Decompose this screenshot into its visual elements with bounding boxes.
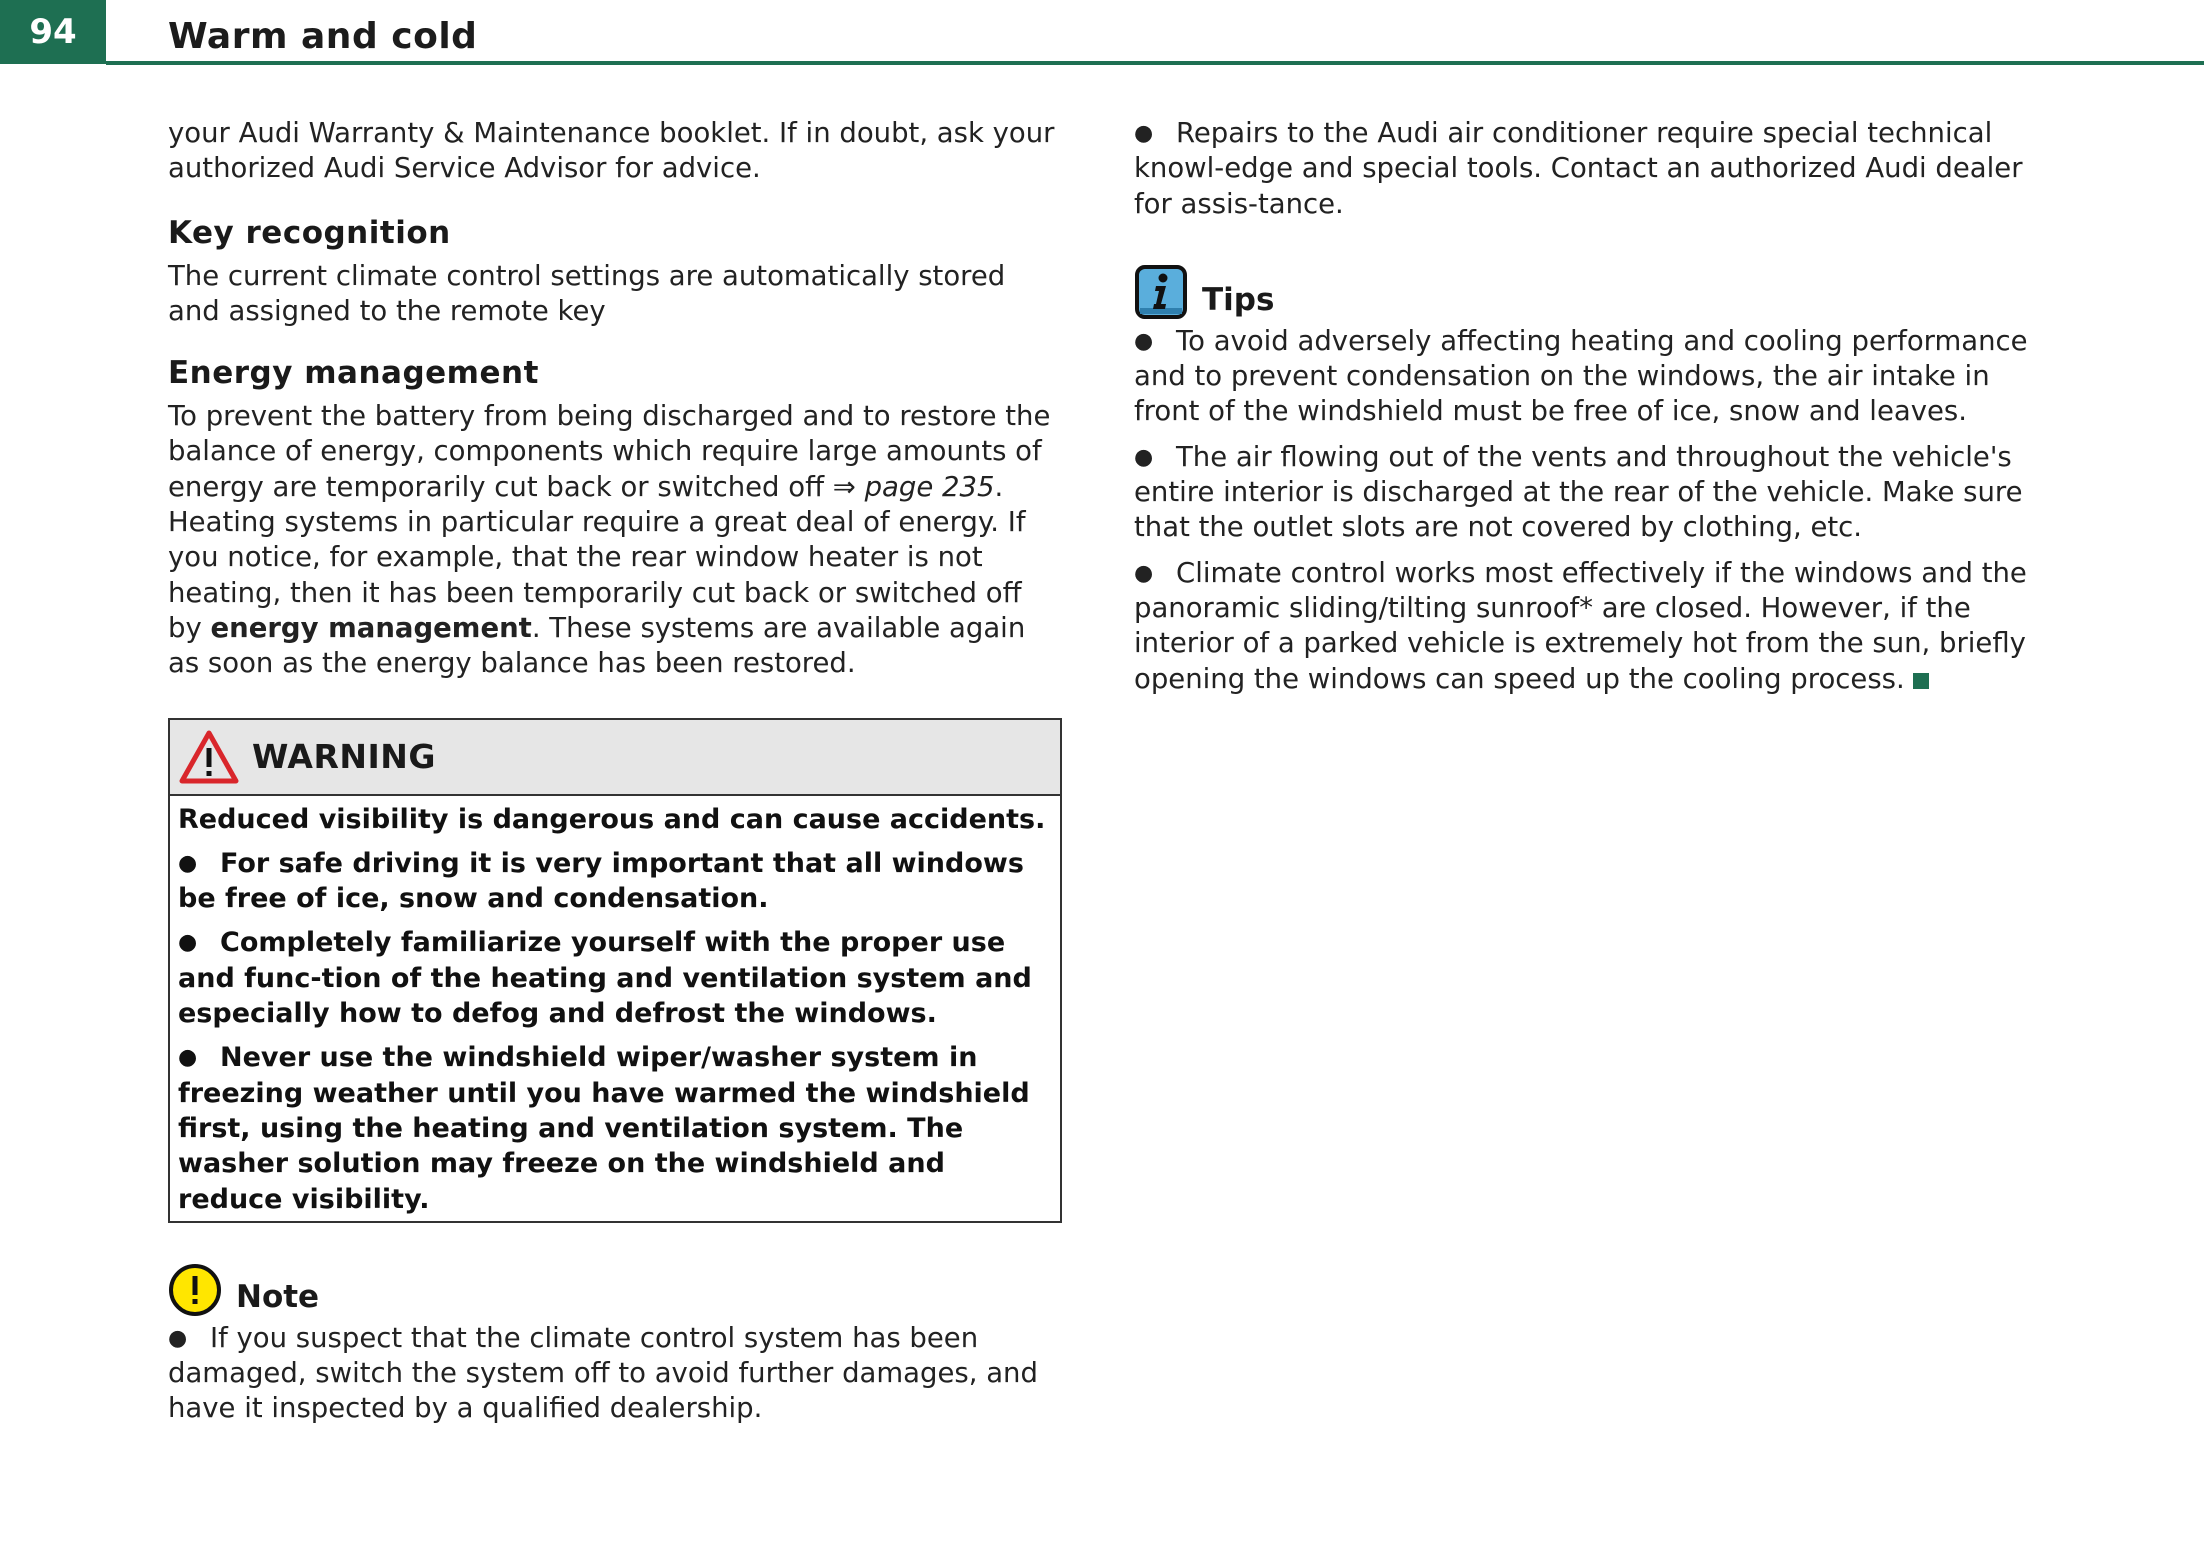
note-exclamation-icon <box>168 1263 222 1317</box>
energy-management-bold: energy management <box>210 611 532 644</box>
note-title: Note <box>236 1278 320 1315</box>
page-reference-link[interactable]: page 235 <box>864 470 995 503</box>
bullet-dot-icon: ● <box>178 850 198 876</box>
continued-bullet: ● Repairs to the Audi air conditioner require special technical knowl-edge and special tools. Contact an authorized Audi dealer for assis-tance. <box>1134 117 2023 220</box>
energy-text-part-b: . Heating systems in particular require a great deal of energy. If you notice, for example, that the rear window heater is not heating, then it has been temporarily cut back or switched off by <box>168 470 1026 644</box>
energy-management-heading: Energy management <box>168 355 539 392</box>
warning-header <box>170 720 1060 796</box>
bullet-dot-icon: ● <box>178 1045 198 1071</box>
header-rule <box>106 61 2204 65</box>
note-body <box>168 1321 1062 1427</box>
left-column <box>168 116 1062 1427</box>
warning-lead: Reduced visibility is dangerous and can cause accidents. <box>178 803 1046 835</box>
page-header <box>0 0 2204 64</box>
energy-text-part-c: . These systems are available again as soon as the energy balance has been restored. <box>168 611 1026 680</box>
warning-box <box>168 718 1062 1223</box>
bullet-dot-icon: ● <box>1134 444 1154 470</box>
right-column <box>1134 116 2034 697</box>
bullet-dot-icon: ● <box>1134 121 1154 146</box>
warning-triangle-icon <box>178 729 240 785</box>
note-bullet: ● If you suspect that the climate control system has been damaged, switch the system off to avoid further damages, and have it inspected by a qualified dealership. <box>168 1321 1038 1425</box>
key-recognition-text: The current climate control settings are automatically stored and assigned to the remote key <box>168 259 1006 327</box>
bullet-dot-icon: ● <box>168 1325 188 1351</box>
warning-bullet: ● For safe driving it is very important that all windows be free of ice, snow and condensation. <box>178 847 1024 915</box>
tips-bullet: ● The air flowing out of the vents and throughout the vehicle's entire interior is discharged at the rear of the vehicle. Make sure that the outlet slots are not covered by clothing, etc. <box>1134 440 2023 544</box>
warning-title: WARNING <box>252 737 436 777</box>
note-header <box>168 1257 1062 1317</box>
warning-body <box>170 796 1060 1221</box>
energy-text-part-a: To prevent the battery from being discharged and to restore the balance of energy, components which require large amounts of energy are temporarily cut back or switched off <box>168 400 1051 503</box>
arrow-icon: ⇒ <box>832 470 856 503</box>
key-recognition-heading: Key recognition <box>168 214 451 251</box>
intro-paragraph: your Audi Warranty & Maintenance booklet. If in doubt, ask your authorized Audi Service Advisor for advice. <box>168 117 1055 185</box>
energy-management-text <box>168 399 1062 681</box>
tips-info-icon <box>1134 264 1188 320</box>
warning-bullet: ● Never use the windshield wiper/washer system in freezing weather until you have warmed the windshield first, using the heating and ventilation system. The washer solution may freeze on the windshield and reduce visibility. <box>178 1042 1030 1215</box>
tips-body <box>1134 324 2034 697</box>
section-end-square-icon <box>1913 673 1929 689</box>
page-number: 94 <box>0 0 106 64</box>
tips-header <box>1134 260 2034 320</box>
page-title: Warm and cold <box>168 16 478 57</box>
warning-bullet: ● Completely familiarize yourself with the proper use and func-tion of the heating and ventilation system and especially how to defog and defrost the windows. <box>178 927 1032 1030</box>
tips-title: Tips <box>1202 281 1275 318</box>
bullet-dot-icon: ● <box>1134 328 1154 354</box>
bullet-dot-icon: ● <box>178 930 198 956</box>
bullet-dot-icon: ● <box>1134 560 1154 586</box>
tips-bullet: ● Climate control works most effectively if the windows and the panoramic sliding/tilting sunroof* are closed. However, if the interior of a parked vehicle is extremely hot from the sun, briefly opening the windows can speed up the cooling process. <box>1134 556 2027 695</box>
tips-bullet: ● To avoid adversely affecting heating and cooling performance and to prevent condensation on the windows, the air intake in front of the windshield must be free of ice, snow and leaves. <box>1134 324 2028 428</box>
